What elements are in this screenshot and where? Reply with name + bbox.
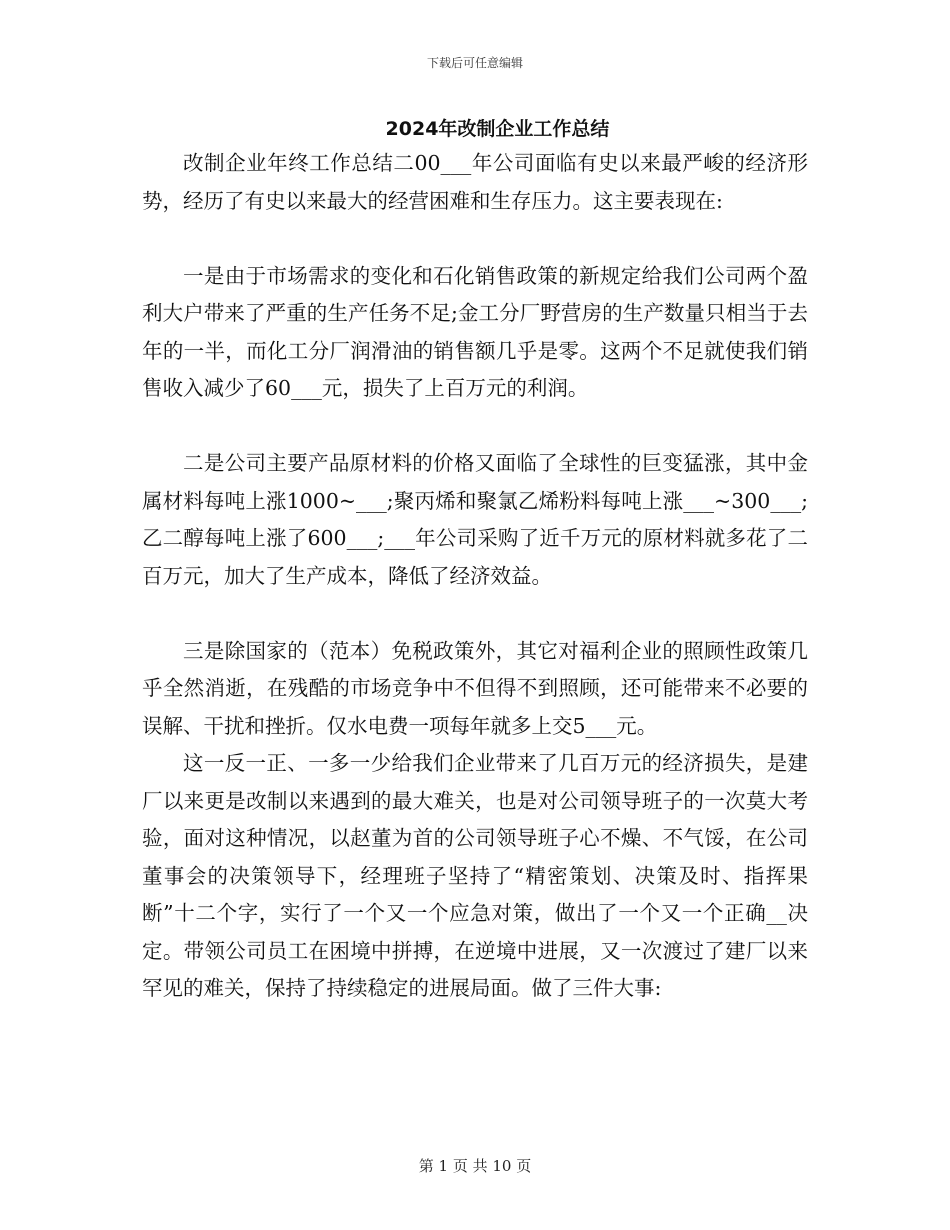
document-title: 2024年改制企业工作总结 bbox=[385, 118, 610, 140]
document-body bbox=[142, 145, 808, 1008]
paragraph-point-one: 一是由于市场需求的变化和石化销售政策的新规定给我们公司两个盈利大户带来了严重的生产任务不足;金工分厂野营房的生产数量只相当于去年的一半，而化工分厂润滑油的销售额几乎是零。这两个不足就使我们销售收入减少了60___元，损失了上百万元的利润。 bbox=[142, 263, 808, 400]
paragraph-point-two: 二是公司主要产品原材料的价格又面临了全球性的巨变猛涨，其中金属材料每吨上涨1000~___;聚丙烯和聚氯乙烯粉料每吨上涨___~300___;乙二醇每吨上涨了600___;___年公司采购了近千万元的原材料就多花了二百万元，加大了生产成本，降低了经济效益。 bbox=[142, 451, 808, 588]
page-number-footer: 第 1 页 共 10 页 bbox=[418, 1157, 532, 1175]
paragraph-summary: 这一反一正、一多一少给我们企业带来了几百万元的经济损失，是建厂以来更是改制以来遇到的最大难关，也是对公司领导班子的一次莫大考验，面对这种情况，以赵董为首的公司领导班子心不燥、不气馁，在公司董事会的决策领导下，经理班子坚持了“精密策划、决策及时、指挥果断”十二个字，实行了一个又一个应急对策，做出了一个又一个正确__决定。带领公司员工在困境中拼搏，在逆境中进展，又一次渡过了建厂以来罕见的难关，保持了持续稳定的进展局面。做了三件大事: bbox=[142, 751, 808, 1000]
paragraph-point-three: 三是除国家的（范本）免税政策外，其它对福利企业的照顾性政策几乎全然消逝，在残酷的市场竞争中不但得不到照顾，还可能带来不必要的误解、干扰和挫折。仅水电费一项每年就多上交5___元。 bbox=[142, 638, 808, 738]
paragraph-intro: 改制企业年终工作总结二00___年公司面临有史以来最严峻的经济形势，经历了有史以来最大的经营困难和生存压力。这主要表现在: bbox=[142, 151, 808, 213]
page-header-note: 下载后可任意编辑 bbox=[426, 56, 523, 70]
